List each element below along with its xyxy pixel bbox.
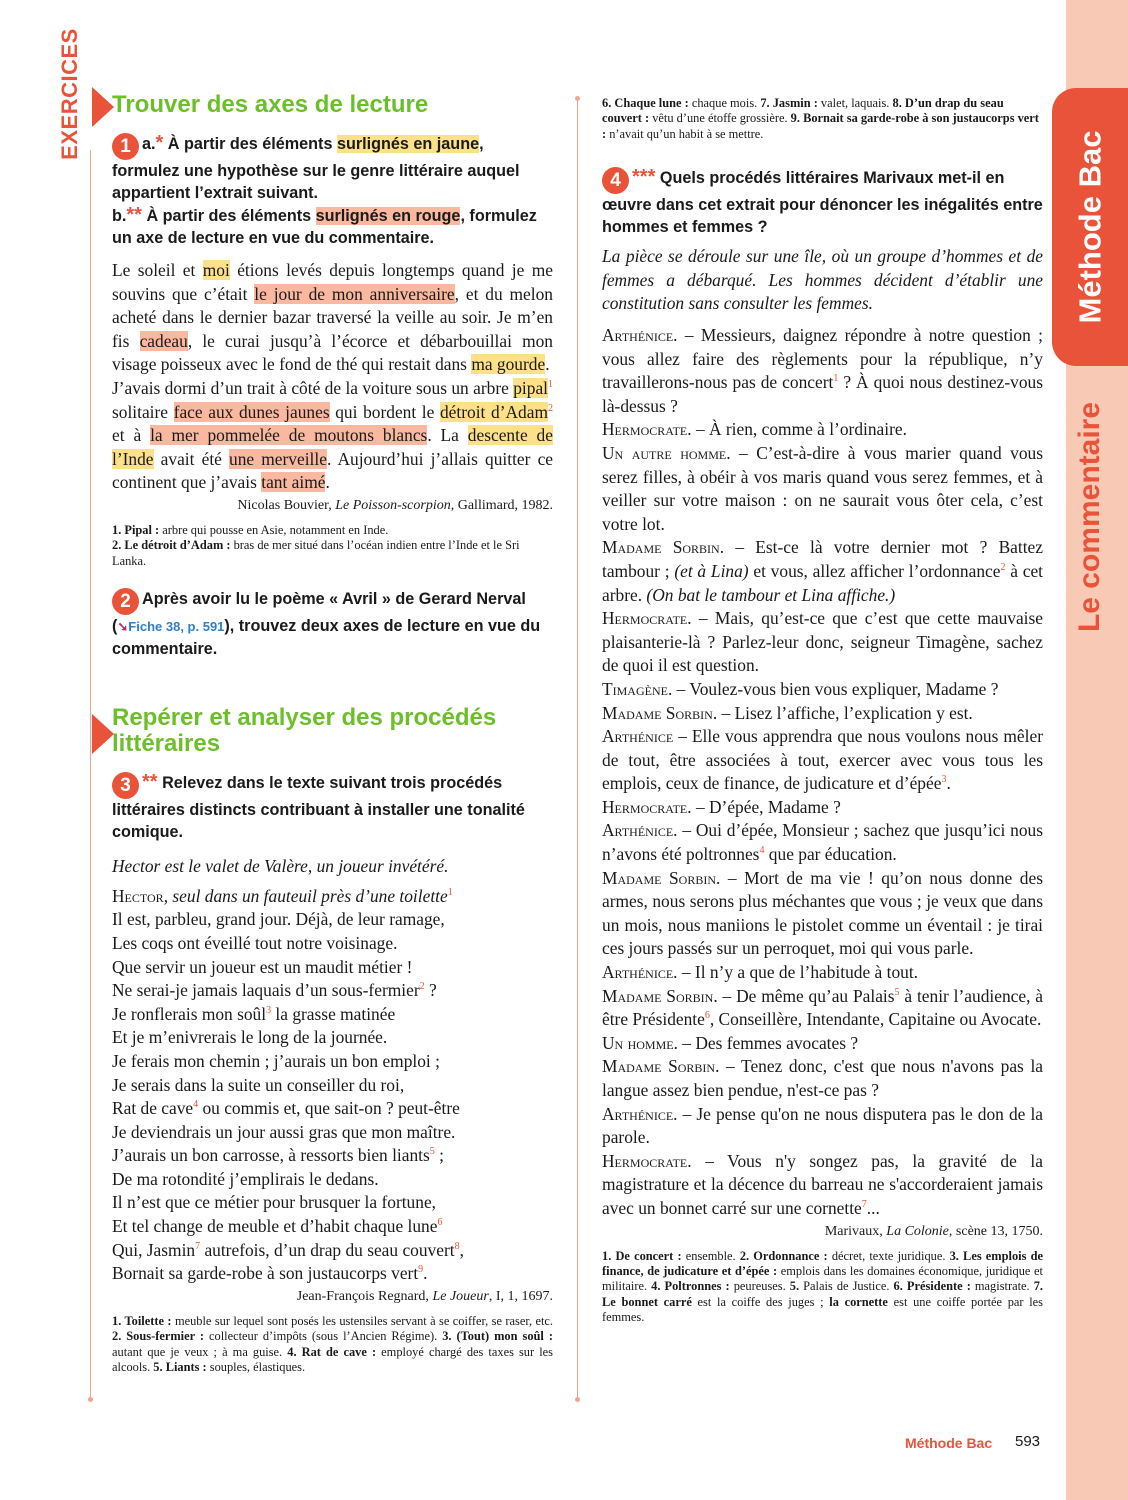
fiche-reference-link[interactable]: Fiche 38, p. 591 <box>128 619 225 635</box>
red-highlight: surlignés en rouge <box>315 207 461 225</box>
dialogue-line: Madame Sorbin. – Lisez l’affiche, l’explication y est. <box>602 702 973 723</box>
left-vertical-rule <box>90 150 91 1400</box>
verse: De ma rotondité j’emplirais le dedans. <box>112 1168 379 1189</box>
middle-rule-top-dot <box>575 96 580 101</box>
dialogue-line: Un homme. – Des femmes avocates ? <box>602 1032 859 1053</box>
yellow-highlight: surlignés en jaune <box>336 135 480 153</box>
link-arrow-icon: ➘ <box>117 619 129 635</box>
exercise-number: 3 <box>112 772 139 799</box>
left-column <box>112 92 553 1375</box>
section-arrow-icon <box>92 714 114 754</box>
dialogue-line: Arthénice – Elle vous apprendra que nous voulons nous mêler de tout, être associées à tout, exercer avec vous tous les emplois, ceux de finance, de judicature et d’épée$^3$. <box>602 726 1043 794</box>
dialogue-line: Hermocrate. – À rien, comme à l’ordinaire. <box>602 419 907 440</box>
footnotes: 1. Toilette : meuble sur lequel sont posés les ustensiles servant à se coiffer, se raser, etc. 2. Sous-fermier : collecteur d’impôts (sous l’Ancien Régime). 3. (Tout) mon soûl : autant que je veux ; à ma guise. 4. Rat de cave : employé chargé des taxes sur les alcools. 5. Liants : souples, élastiques. <box>112 1313 554 1375</box>
extract-intro: Hector est le valet de Valère, un joueur invétéré. <box>112 856 449 877</box>
exercise-2: 2 Après avoir lu le poème « Avril » de Gerard Nerval (➘Fiche 38, p. 591), trouvez deux axes de lecture en vue du commentaire. <box>112 590 541 659</box>
section-title: Trouver des axes de lecture <box>112 91 429 118</box>
exercise-4: 4 *** Quels procédés littéraires Marivaux met-il en œuvre dans cet extrait pour dénoncer les inégalités entre hommes et femmes ? <box>602 166 1043 237</box>
verse: Je ferais mon chemin ; j’aurais un bon emploi ; <box>112 1050 440 1071</box>
marivaux-extract <box>602 324 1043 1221</box>
dialogue-line: Madame Sorbin. – De même qu’au Palais$^5$ à tenir l’audience, à être Présidente$^6$, Conseillère, Intendante, Capitaine ou Avocate. <box>602 985 1043 1030</box>
section-arrow-icon <box>92 87 114 127</box>
exercise-1: 1 a.* À partir des éléments surlignés en jaune, formulez une hypothèse sur le genre littéraire auquel appartient l’extrait suivant. b.** À partir des éléments surlignés en rouge, formulez un axe de lecture en vue du commentaire. <box>112 132 537 247</box>
verse: Il n’est que ce métier pour brusquer la fortune, <box>112 1192 437 1213</box>
verse: J’aurais un bon carrosse, à ressorts bien liants$^5$ ; <box>112 1145 444 1166</box>
verse: Que servir un joueur est un maudit métier ! <box>112 956 413 977</box>
verse: Et je m’enivrerais le long de la journée. <box>112 1027 388 1048</box>
dialogue-line: Hermocrate. – Mais, qu’est-ce que c’est que cette mauvaise plaisanterie-là ? Parlez-leur donc, seigneur Timagène, sachez de quoi il est question. <box>602 608 1043 676</box>
dialogue-line: Arthénice. – Messieurs, daignez répondre à notre question ; vous allez faire des règlements pour la république, n’y travaillerons-nous pas de concert$^1$ ? À quoi nous destinez-vous là-dessus ? <box>602 325 1043 416</box>
source-citation: Nicolas Bouvier, Le Poisson-scorpion, Gallimard, 1982. <box>237 497 553 513</box>
middle-rule-bottom-dot <box>575 1397 580 1402</box>
exercise-number: 1 <box>112 133 139 160</box>
right-column <box>602 96 1043 1326</box>
bouvier-extract: Le soleil et moi étions levés depuis longtemps quand je me souvins que c’était le jour de mon anniversaire, et du melon acheté dans le dernier bazar traversé la veille au soir. Je m’en fis cadeau, le curai jusqu’à l’écorce et débarbouillai mon visage poisseux avec le fond de thé qui restait dans ma gourde. J’avais dormi d’un trait à côté de la voiture sous un arbre pipal$^1$ solitaire face aux dunes jaunes qui bordent le détroit d’Adam$^2$ et à la mer pommelée de moutons blancs. La descente de l’Inde avait été une merveille. Aujourd’hui j’allais quitter ce continent que j’avais tant aimé. Nicolas Bouvier, Le Poisson-scorpion, Gallimard, 1982. 1. Pipal : arbre qui pousse en Asie, notamment en Inde. 2. Le détroit d’Adam : bras de mer situé dans l’océan indien entre l’Inde et le Sri Lanka. <box>112 260 554 568</box>
dialogue-line: Timagène. – Voulez-vous bien vous expliquer, Madame ? <box>602 678 999 699</box>
method-tab-label: Méthode Bac <box>1072 130 1108 324</box>
page-number: 593 <box>1015 1433 1041 1450</box>
dialogue-line: Hermocrate. – D’épée, Madame ? <box>602 796 841 817</box>
exercise-3: 3 ** Relevez dans le texte suivant trois procédés littéraires distincts contribuant à installer une tonalité comique. <box>112 771 525 842</box>
dialogue-line: Hermocrate. – Vous n'y songez pas, la gravité de la magistrature et la décence du barreau ne s'accorderaient jamais avec un bonnet carré sur une cornette$^7$... <box>602 1150 1043 1218</box>
footnotes: 1. De concert : ensemble. 2. Ordonnance : décret, texte juridique. 3. Les emplois de finance, de judicature et d’épée : emplois dans les domaines économique, juridique et militaire. 4. Poltronnes : peureuses. 5. Palais de Justice. 6. Présidente : magistrate. 7. Le bonnet carré est la coiffe des juges ; la cornette est une coiffe portée par les femmes. <box>602 1248 1044 1325</box>
speaker-name: Hector <box>112 885 164 906</box>
dialogue-line: Un autre homme. – C’est-à-dire à vous marier quand vous serez filles, à obéir à vos maris quand vous serez femmes, et à veiller sur votre maison : on ne saurait vous ôter cela, c’est votre lot. <box>602 442 1043 534</box>
dialogue-line: Arthénice. – Oui d’épée, Monsieur ; sachez que jusqu’ici nous n’avons été poltronnes$^4$ que par éducation. <box>602 820 1043 865</box>
footer-label: Méthode Bac <box>905 1435 993 1451</box>
extract-intro: La pièce se déroule sur une île, où un groupe d’hommes et de femmes a débarqué. Les hommes décident d’établir une constitution sans consulter les femmes. <box>602 246 1043 314</box>
verse: Je serais dans la suite un conseiller du roi, <box>112 1074 405 1095</box>
footnotes: 1. Pipal : arbre qui pousse en Asie, notamment en Inde. 2. Le détroit d’Adam : bras de mer situé dans l’océan indien entre l’Inde et le Sri Lanka. <box>112 522 520 568</box>
verse: Les coqs ont éveillé tout notre voisinage. <box>112 932 398 953</box>
dialogue-line: Arthénice. – Il n’y a que de l’habitude à tout. <box>602 962 919 983</box>
exercise-number: 4 <box>602 167 629 194</box>
verse: Qui, Jasmin$^7$ autrefois, d’un drap du seau couvert$^8$, <box>112 1239 464 1260</box>
source-citation: Jean-François Regnard, Le Joueur, I, 1, 1697. <box>296 1288 553 1304</box>
footnotes-continued: 6. Chaque lune : chaque mois. 7. Jasmin : valet, laquais. 8. D’un drap du seau couvert : vêtu d’une étoffe grossière. 9. Bornait sa garde-robe à son justaucorps vert : n’avait qu’un habit à se mettre. <box>602 96 1039 141</box>
exercises-label: EXERCICES <box>57 28 82 160</box>
verse: Il est, parbleu, grand jour. Déjà, de leur ramage, <box>112 909 445 930</box>
regnard-extract: Hector, seul dans un fauteuil près d’une toilette$^1$ Il est, parbleu, grand jour. Déjà, de leur ramage, Les coqs ont éveillé tout notre voisinage. Que servir un joueur est un maudit métier ! Ne serai-je jamais laquais d’un sous-fermier$^2$ ? Je ronflerais mon soûl$^3$ la grasse matinée Et je m’enivrerais le long de la journée. Je ferais mon chemin ; j’aurais un bon emploi ; Je serais dans la suite un conseiller du roi, Rat de cave$^4$ ou commis et, que sait-on ? peut-être Je deviendrais un jour aussi gras que mon maître. J’aurais un bon carrosse, à ressorts bien liants$^5$ ; De ma rotondité j’emplirais le dedans. Il n’est que ce métier pour brusquer la fortune, Et tel change de meuble et d’habit chaque lune$^6$ Qui, Jasmin$^7$ autrefois, d’un drap du seau couvert$^8$, Bornait sa garde-robe à son justaucorps vert$^9$. Jean-François Regnard, Le Joueur, I, 1, 1697. 1. Toilette : meuble sur lequel sont posés les ustensiles servant à se coiffer, se raser, etc. 2. Sous-fermier : collecteur d’impôts (sous l’Ancien Régime). 3. (Tout) mon soûl : autant que je veux ; à ma guise. 4. Rat de cave : employé chargé des taxes sur les alcools. 5. Liants : souples, élastiques. <box>112 885 554 1375</box>
source-citation: Marivaux, La Colonie, scène 13, 1750. <box>824 1223 1043 1239</box>
exercise-number: 2 <box>112 588 139 615</box>
dialogue-line: Arthénice. – Je pense qu'on ne nous disputera pas le don de la parole. <box>602 1103 1043 1148</box>
dialogue-line: Madame Sorbin. – Tenez donc, c'est que nous n'avons pas la langue assez bien pendue, n'est-ce pas ? <box>602 1056 1043 1100</box>
section-label: Le commentaire <box>1073 401 1106 633</box>
verse: Ne serai-je jamais laquais d’un sous-fermier$^2$ ? <box>112 980 437 1001</box>
verse: Je ronflerais mon soûl$^3$ la grasse matinée <box>112 1003 396 1024</box>
verse: Bornait sa garde-robe à son justaucorps vert$^9$. <box>112 1263 428 1284</box>
section-title: Repérer et analyser des procédés littéraires <box>112 704 497 758</box>
verse: Rat de cave$^4$ ou commis et, que sait-on ? peut-être <box>112 1098 460 1119</box>
left-rule-dot <box>88 1397 93 1402</box>
verse: Et tel change de meuble et d’habit chaque lune$^6$ <box>112 1216 443 1237</box>
dialogue-line: Madame Sorbin. – Est-ce là votre dernier mot ? Battez tambour ; (et à Lina) et vous, allez afficher l’ordonnance$^2$ à cet arbre. (On bat le tambour et Lina affiche.) <box>602 537 1044 605</box>
dialogue-line: Madame Sorbin. – Mort de ma vie ! qu’on nous donne des armes, nous serons plus méchantes que vous ; je veux que dans un mois, nous maniions le pistolet comme un éventail : je tirai ces jours passés sur un perroquet, moi qui vous parle. <box>602 867 1043 959</box>
middle-vertical-rule <box>577 100 578 1400</box>
verse: Je deviendrais un jour aussi gras que mon maître. <box>112 1121 456 1142</box>
